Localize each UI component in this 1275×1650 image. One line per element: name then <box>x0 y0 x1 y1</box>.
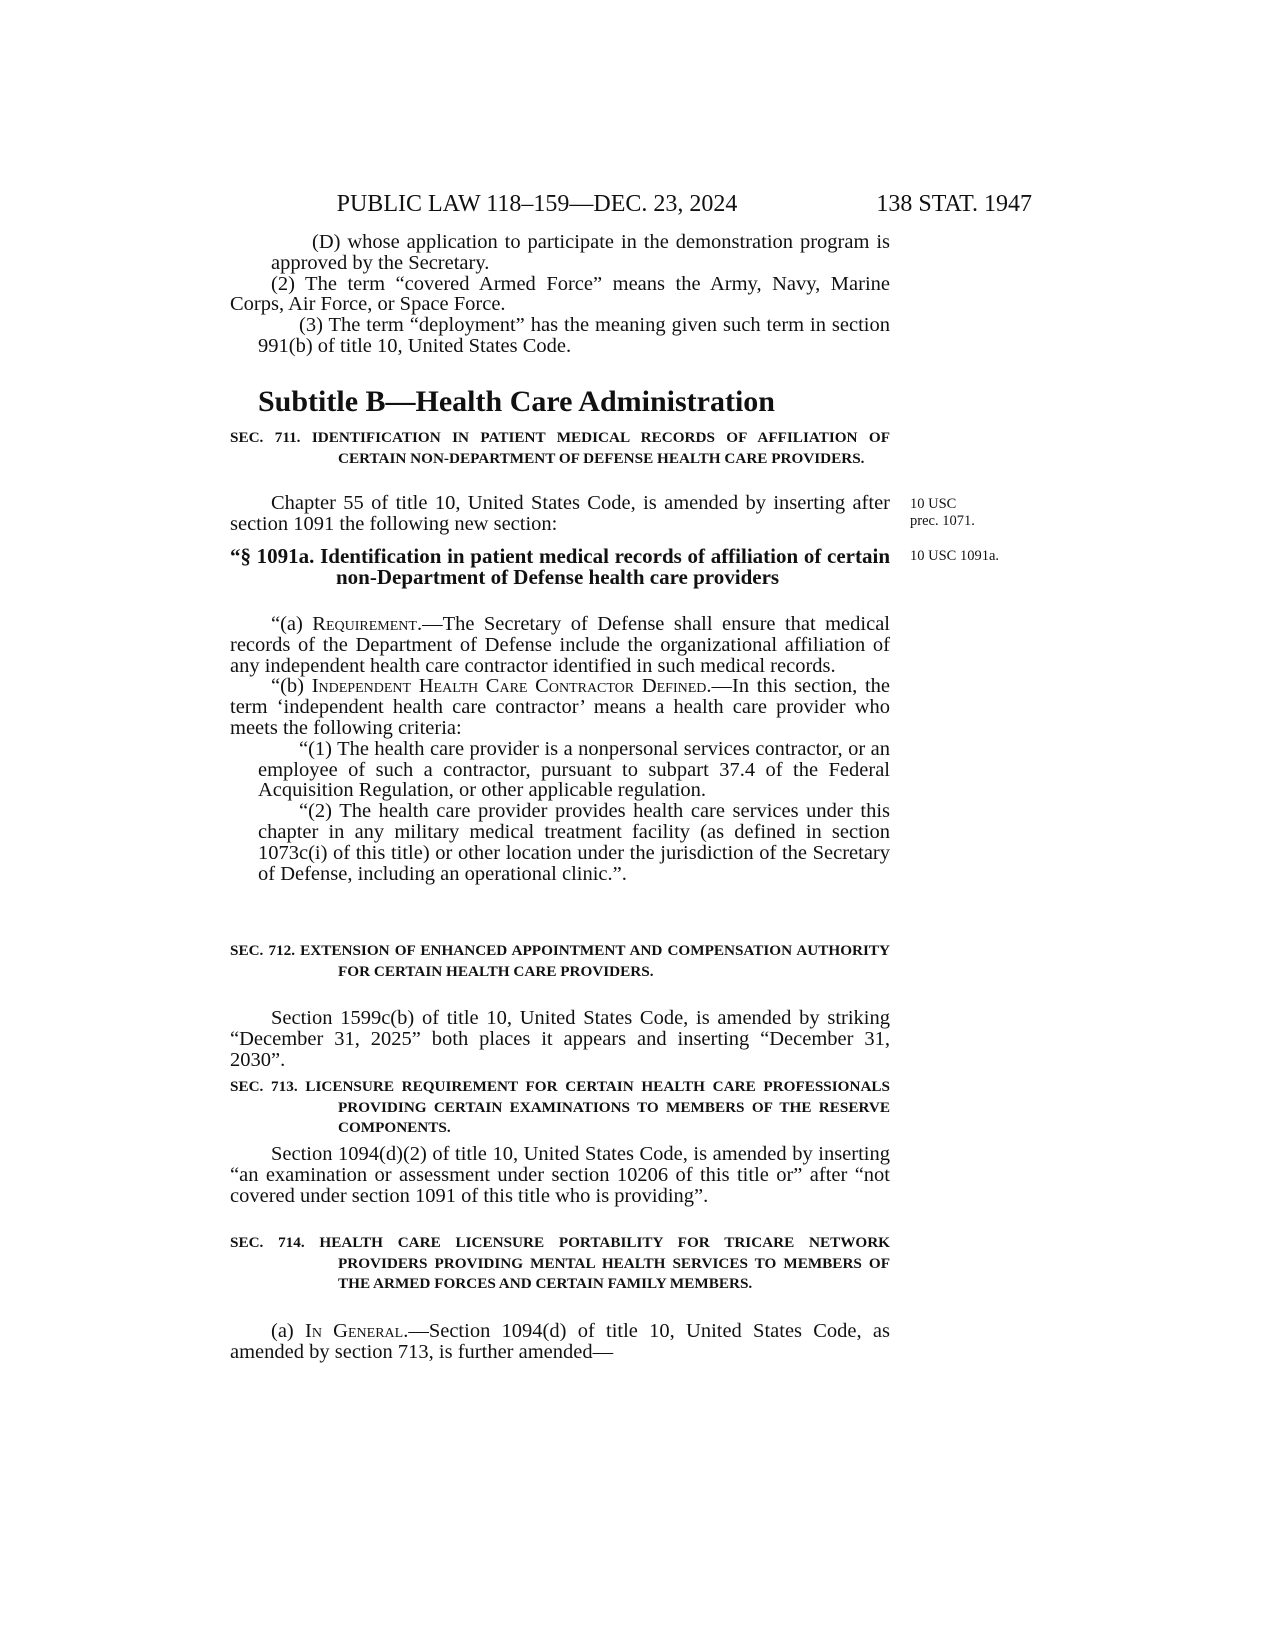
sec-711-body: Chapter 55 of title 10, United States Code, is amended by inserting after section 1091 the following new section: <box>230 492 890 535</box>
paragraph-d: (D) whose application to participate in the demonstration program is approved by the Secretary. <box>271 231 890 274</box>
intro-block <box>230 232 890 357</box>
margin-note-usc-prec: 10 USC prec. 1071. <box>910 496 975 529</box>
sec-713-heading: SEC. 713. LICENSURE REQUIREMENT FOR CERTAIN HEALTH CARE PROFESSIONALS PROVIDING CERTAIN EXAMINATIONS TO MEMBERS OF THE RESERVE COMPONENTS. <box>230 1078 890 1137</box>
criterion-1: “(1) The health care provider is a nonpersonal services contractor, or an employee of such a contractor, pursuant to subpart 37.4 of the Federal Acquisition Regulation, or other applicable regulation. <box>258 737 890 802</box>
paragraph-3: (3) The term “deployment” has the meaning given such term in section 991(b) of title 10, United States Code. <box>258 314 890 357</box>
subsection-b: “(b) Independent Health Care Contractor Defined.—In this section, the term ‘independent health care contractor’ means a health care provider who meets the following criteria: <box>230 675 890 739</box>
sec-711-heading: SEC. 711. IDENTIFICATION IN PATIENT MEDICAL RECORDS OF AFFILIATION OF CERTAIN NON-DEPARTMENT OF DEFENSE HEALTH CARE PROVIDERS. <box>230 429 890 467</box>
running-title: PUBLIC LAW 118–159—DEC. 23, 2024 <box>336 191 738 217</box>
section-1091a-heading: “§ 1091a. Identification in patient medical records of affiliation of certain non-Department of Defense health care providers <box>230 544 890 589</box>
sec-712-body: Section 1599c(b) of title 10, United States Code, is amended by striking “December 31, 2025” both places it appears and inserting “December 31, 2030”. <box>230 1007 890 1071</box>
paragraph-2: (2) The term “covered Armed Force” means the Army, Navy, Marine Corps, Air Force, or Space Force. <box>230 272 890 316</box>
sec-714-heading: SEC. 714. HEALTH CARE LICENSURE PORTABILITY FOR TRICARE NETWORK PROVIDERS PROVIDING MENTAL HEALTH SERVICES TO MEMBERS OF THE ARMED FORCES AND CERTAIN FAMILY MEMBERS. <box>230 1234 890 1293</box>
sec-713-body: Section 1094(d)(2) of title 10, United States Code, is amended by inserting “an examination or assessment under section 10206 of this title or” after “not covered under section 1091 of this title who is providing”. <box>230 1143 890 1207</box>
criterion-2: “(2) The health care provider provides health care services under this chapter in any military medical treatment facility (as defined in section 1073c(i) of this title) or other location under the jurisdiction of the Secretary of Defense, including an operational clinic.”. <box>258 800 890 885</box>
sec-714-body: (a) In General.—Section 1094(d) of title 10, United States Code, as amended by section 713, is further amended— <box>230 1320 890 1363</box>
section-1091a-text <box>230 614 890 884</box>
subsection-a: “(a) Requirement.—The Secretary of Defense shall ensure that medical records of the Department of Defense include the organizational affiliation of any independent health care contractor identified in such medical records. <box>230 613 890 677</box>
subtitle-heading: Subtitle B—Health Care Administration <box>258 385 775 418</box>
statute-page-number: 138 STAT. 1947 <box>876 191 1032 217</box>
page-header <box>302 191 1032 221</box>
margin-note-usc-1091a: 10 USC 1091a. <box>910 548 1000 564</box>
sec-712-heading: SEC. 712. EXTENSION OF ENHANCED APPOINTMENT AND COMPENSATION AUTHORITY FOR CERTAIN HEALTH CARE PROVIDERS. <box>230 942 890 980</box>
